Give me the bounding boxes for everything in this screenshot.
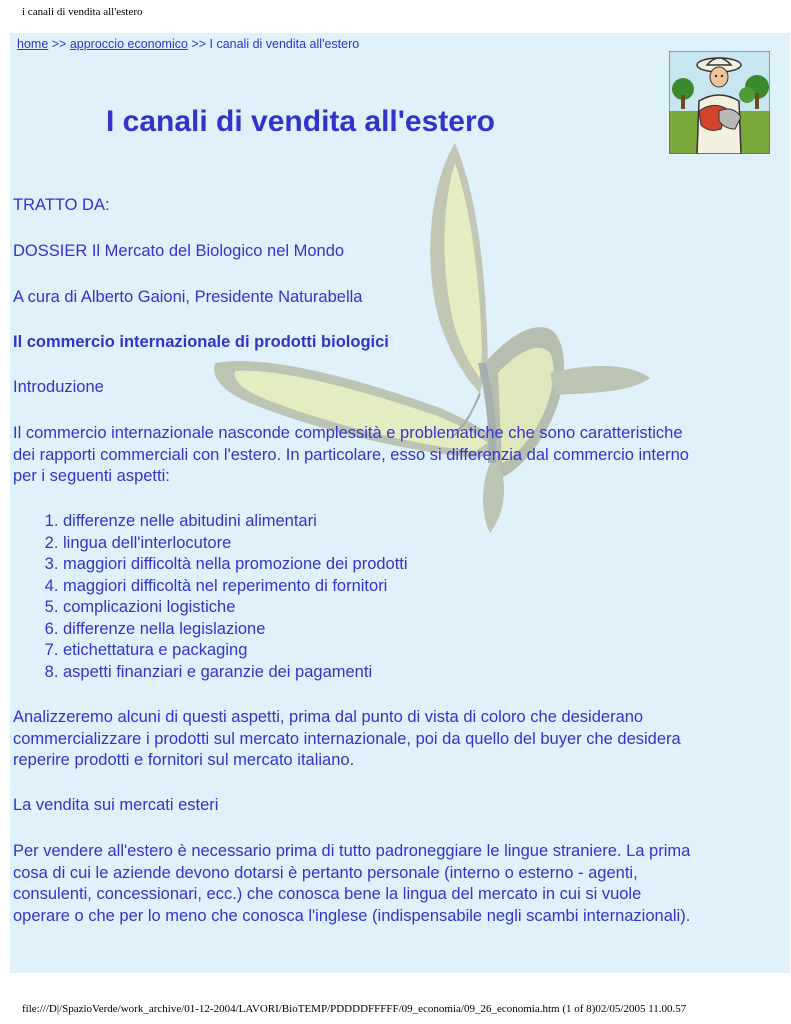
breadcrumb-separator: >> [48,37,70,51]
print-footer: file:///D|/SpazioVerde/work_archive/01-12-2004/LAVORI/BioTEMP/PDDDDFFFFF/09_economia/09_26_economia.htm (1 of 8)02/05/2005 11.00.57 [22,1003,687,1015]
foreign-sales-paragraph: Per vendere all'estero è necessario prima di tutto padroneggiare le lingue straniere. La prima cosa di cui le aziende devono dotarsi è pertanto personale (interno o esterno - agenti, consulenti, concessionari, ecc.) che conosca bene la lingua del mercato in cui si vuole operare o che per lo meno che conosca l'inglese (indispensabile negli scambi internazionali). [13,842,691,925]
aspects-list [36,511,408,683]
foreign-sales-heading: La vendita sui mercati esteri [13,796,219,814]
page-body [10,33,790,973]
intro-paragraph: Il commercio internazionale nasconde complessità e problematiche che sono caratteristiche dei rapporti commerciali con l'estero. In particolare, esso si differenzia dal commercio interno per i seguenti aspetti: [13,424,689,485]
author-line: A cura di Alberto Gaioni, Presidente Naturabella [13,288,363,306]
source-label: TRATTO DA: [13,196,110,214]
breadcrumb-section-link[interactable]: approccio economico [69,37,188,51]
intro-heading: Introduzione [13,378,104,396]
list-item: 3. maggiori difficoltà nella promozione dei prodotti [63,554,408,576]
breadcrumb [17,37,359,51]
list-item: 5. complicazioni logistiche [63,597,408,619]
dossier-title: DOSSIER Il Mercato del Biologico nel Mondo [13,242,345,260]
list-item: 8. aspetti finanziari e garanzie dei pagamenti [63,662,408,684]
list-item: 6. differenze nella legislazione [63,619,408,641]
breadcrumb-separator: >> [187,37,210,51]
farmer-logo [669,51,770,154]
breadcrumb-current: I canali di vendita all'estero [209,37,360,51]
analysis-paragraph: Analizzeremo alcuni di questi aspetti, prima dal punto di vista di coloro che desiderano commercializzare i prodotti sul mercato internazionale, poi da quello del buyer che desidera reperire prodotti e fornitori sul mercato italiano. [13,708,681,769]
list-item: 4. maggiori difficoltà nel reperimento di fornitori [63,576,408,598]
list-item: 2. lingua dell'interlocutore [63,533,408,555]
section-heading: Il commercio internazionale di prodotti biologici [13,333,389,351]
list-item: 7. etichettatura e packaging [63,640,408,662]
list-item: 1. differenze nelle abitudini alimentari [63,511,408,533]
page-title: I canali di vendita all'estero [106,105,495,138]
breadcrumb-home-link[interactable]: home [17,37,49,51]
print-header: i canali di vendita all'estero [22,6,143,18]
